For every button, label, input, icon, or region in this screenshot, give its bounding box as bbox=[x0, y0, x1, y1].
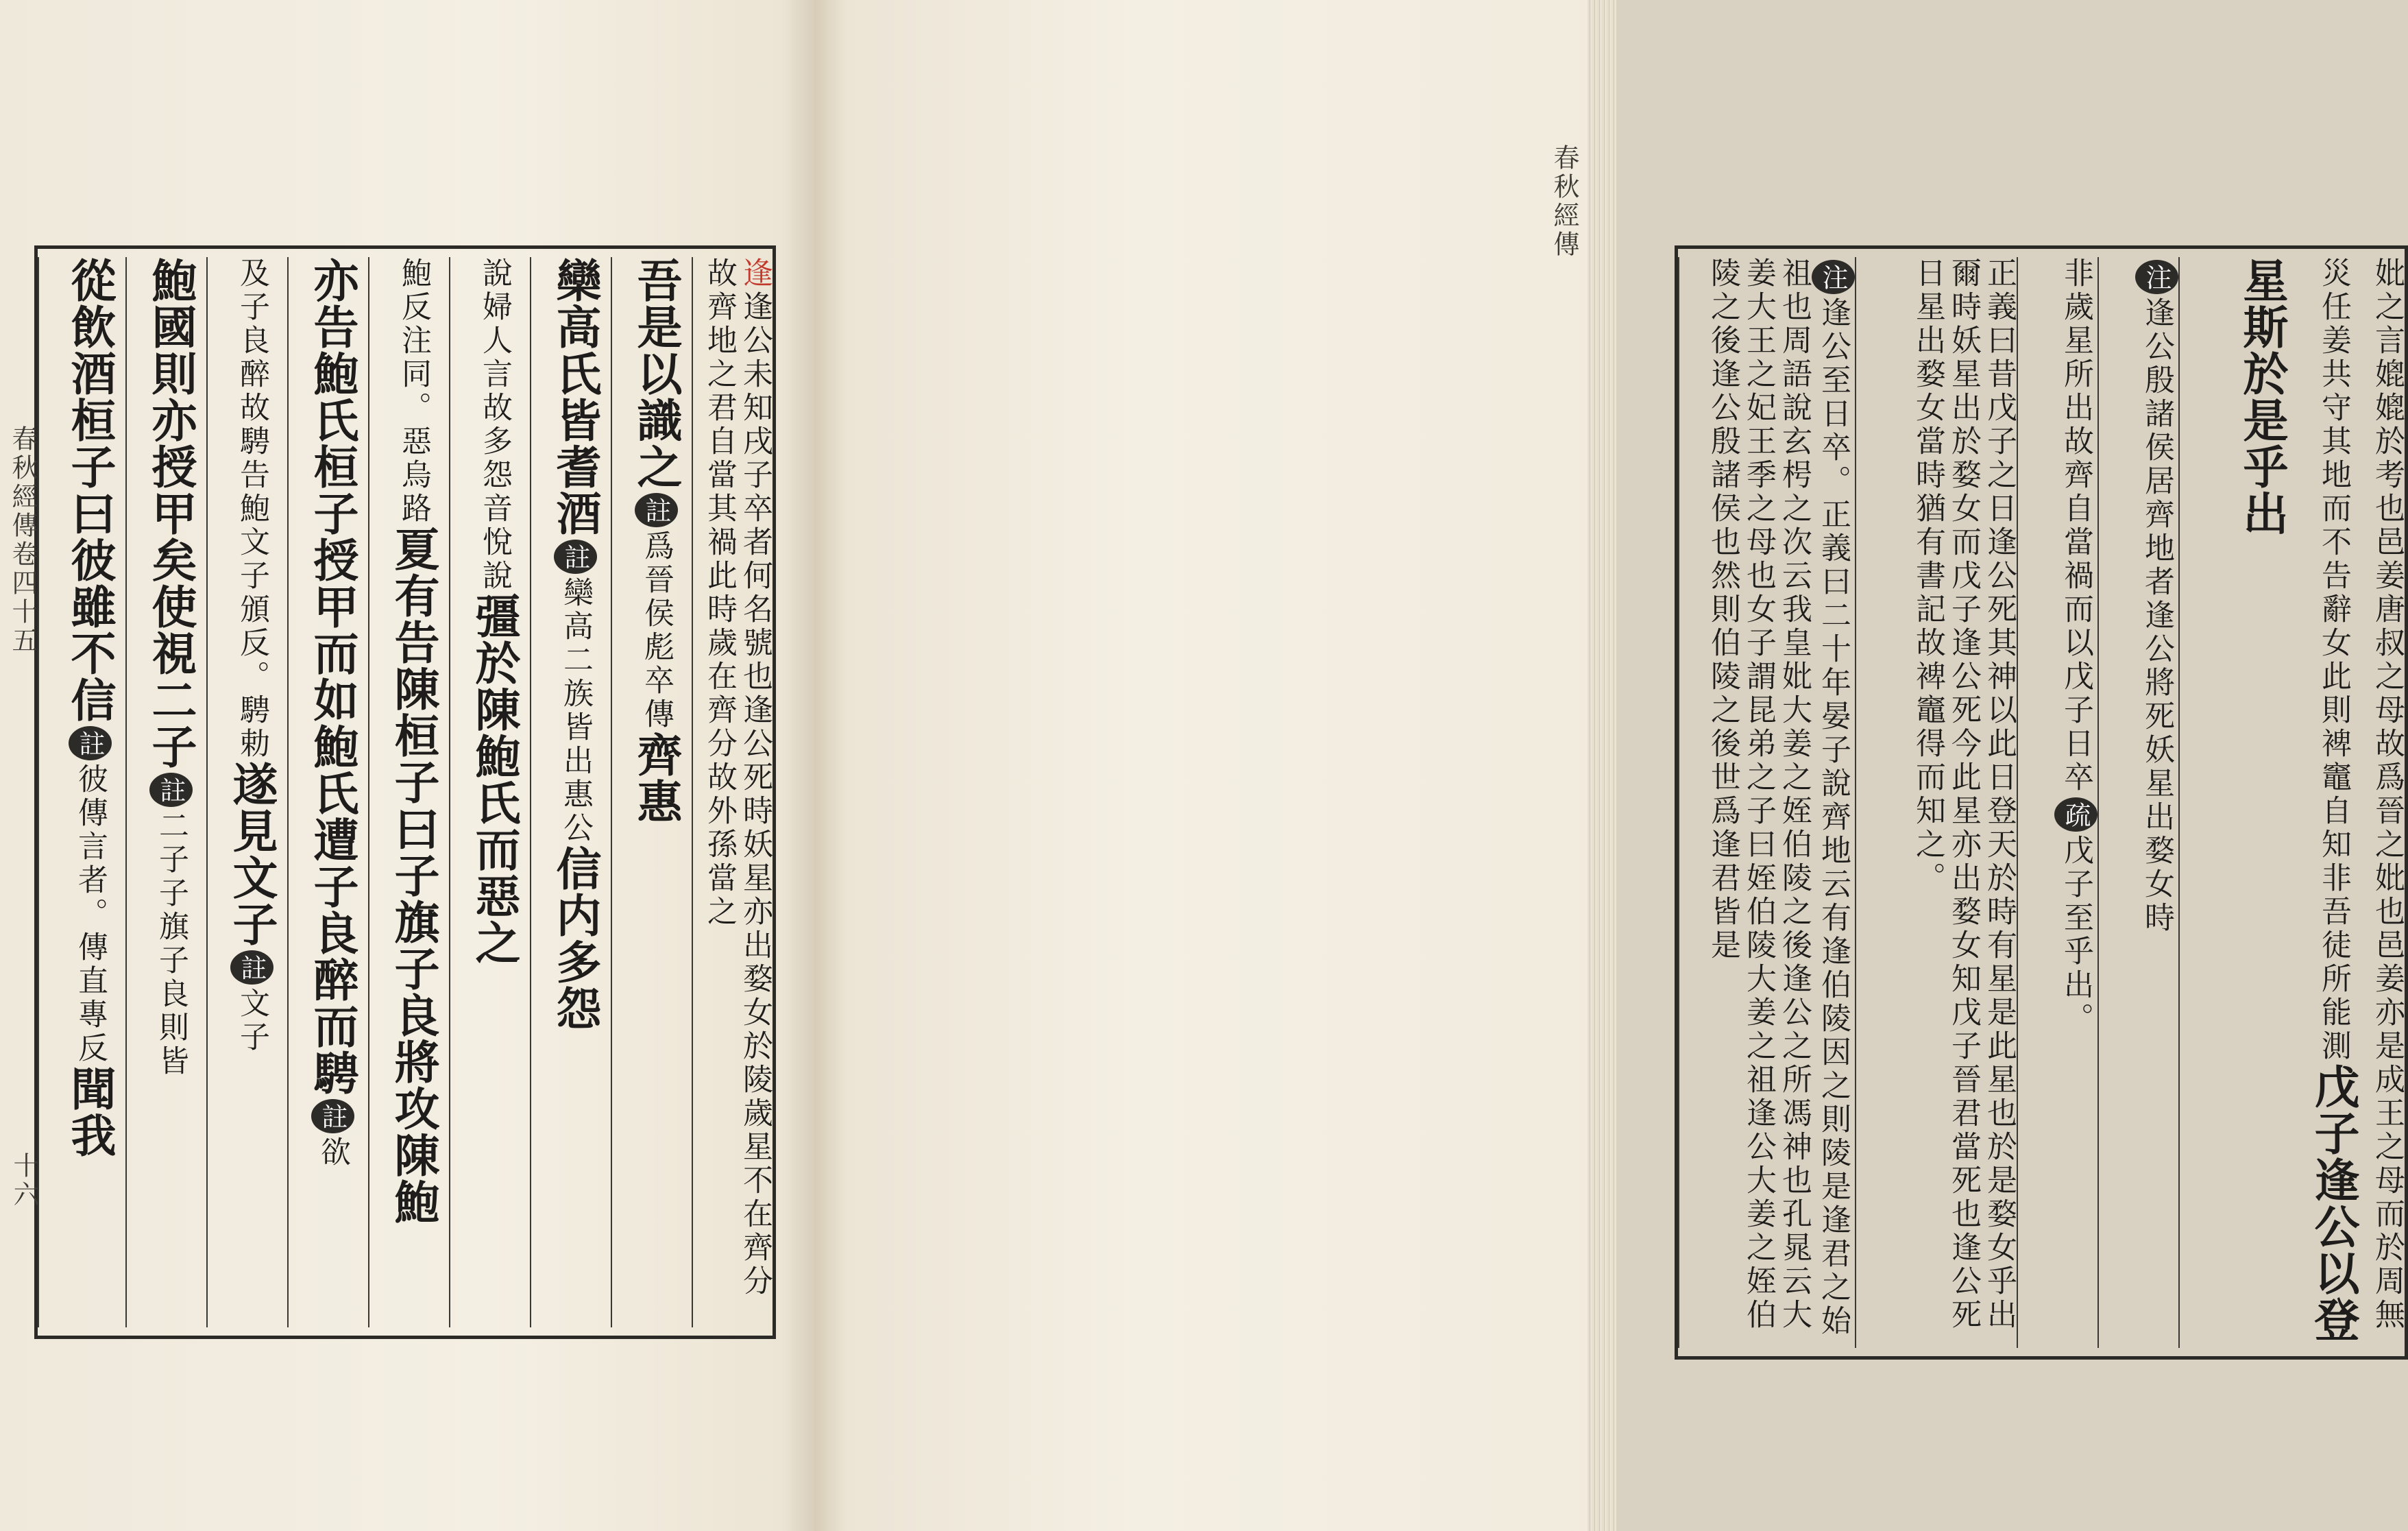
left-col-6-note: 欲 bbox=[315, 1136, 350, 1170]
right-page-frame bbox=[1675, 245, 2408, 1360]
left-col-8-text: 鮑國則亦授甲矣使視二子 bbox=[144, 257, 197, 770]
left-col-8-note: 二子子旗子良則皆 bbox=[154, 810, 188, 1078]
left-col-5-tail: 夏有告陳桓子曰子旗子良將攻陳鮑 bbox=[387, 526, 440, 1225]
left-col-1 bbox=[692, 257, 773, 1327]
left-page bbox=[0, 0, 814, 1531]
spine-title: 春秋經傳卷四十五 bbox=[8, 425, 38, 655]
left-page-frame bbox=[34, 245, 776, 1339]
leaf-number: 十六 bbox=[9, 1152, 39, 1209]
left-col-2 bbox=[611, 257, 692, 1327]
left-col-7 bbox=[206, 257, 287, 1327]
right-col-1 bbox=[2178, 257, 2405, 1348]
left-col-7-note: 文子 bbox=[234, 987, 269, 1054]
left-col-2-text: 吾是以識之 bbox=[629, 257, 683, 490]
right-page bbox=[814, 0, 2405, 1531]
right-col-5 bbox=[1678, 257, 1855, 1348]
left-col-2-tail: 齊惠 bbox=[629, 732, 683, 825]
left-col-9 bbox=[38, 257, 125, 1327]
right-col-2 bbox=[2097, 257, 2178, 1348]
right-col-4 bbox=[1855, 257, 2017, 1348]
left-col-9-text: 從飲酒桓子曰彼雖不信 bbox=[63, 257, 117, 723]
left-col-5 bbox=[368, 257, 449, 1327]
left-col-6 bbox=[287, 257, 368, 1327]
annotation-marker-icon: 註 bbox=[230, 950, 273, 985]
right-col-3-tail: 戊子至乎出。 bbox=[2058, 834, 2093, 1036]
right-col-4-text: 正義曰昔戊子之日逢公死其神以此日登天於時有星是此星也於是婺女乎出爾時妖星出於婺女而戊子逢公死今此星亦出婺女知戊子晉君當死也逢公死日星出婺女當時猶有書記故裨竈得而知之。 bbox=[1910, 257, 2017, 1332]
right-col-1-tail: 戊子逢公以登星斯於是乎出 bbox=[2235, 257, 2360, 1343]
annotation-marker-icon: 註 bbox=[149, 773, 193, 807]
left-col-4-tail: 彊於陳鮑氏而惡之 bbox=[467, 593, 521, 966]
right-col-2-text: 逢公殷諸侯居齊地者逢公將死妖星出婺女時 bbox=[2139, 297, 2174, 935]
annotation-marker-icon: 註 bbox=[554, 540, 597, 574]
left-col-7-text: 及子良醉故騁告鮑文子頒反。騁勅 bbox=[234, 257, 269, 761]
left-col-7-tail: 遂見文子 bbox=[225, 761, 278, 948]
right-col-5-text: 逢公至日卒。正義曰二十年晏子說齊地云有逢伯陵因之則陵是逢君之始祖也周語說玄枵之次云我皇妣大姜之姪伯陵之後逢公之所馮神也孔晁云大姜大王之妃王季之母也女子謂昆弟之子曰姪伯陵大姜之祖逢公大姜之姪伯陵之後逢公殷諸侯也然則伯陵之後世爲逢君皆是 bbox=[1705, 257, 1851, 1338]
left-col-4 bbox=[449, 257, 530, 1327]
page-edges bbox=[1588, 0, 1616, 1531]
right-col-3-text: 非歲星所出故齊自當禍而以戊子日卒 bbox=[2058, 257, 2093, 795]
left-col-6-text: 亦告鮑氏桓子授甲而如鮑氏遭子良醉而騁 bbox=[306, 257, 359, 1096]
left-col-3 bbox=[530, 257, 611, 1327]
left-col-3-tail: 信内多怨 bbox=[548, 845, 602, 1032]
left-col-3-text: 欒高氏皆耆酒 bbox=[548, 257, 602, 537]
left-col-4-text: 說婦人言故多怨音悅說 bbox=[477, 257, 512, 593]
annotation-marker-icon: 注 bbox=[2135, 260, 2178, 294]
left-col-1-text: 逢公未知戌子卒者何名號也逢公死時妖星亦出婺女於陵歲星不在齊分故齊地之君自當其禍此時歲在齊分故外孫當之 bbox=[702, 257, 773, 1299]
annotation-marker-icon: 註 bbox=[635, 493, 678, 527]
left-col-5-text: 鮑反注同。惡烏路 bbox=[396, 257, 431, 526]
red-seal-mark: 逢 bbox=[738, 257, 773, 291]
left-col-8 bbox=[125, 257, 206, 1327]
left-col-3-note: 欒高二族皆出惠公 bbox=[558, 577, 593, 845]
annotation-marker-icon: 注 bbox=[1812, 260, 1855, 294]
right-col-3 bbox=[2017, 257, 2097, 1348]
left-col-2-note: 爲晉侯彪卒傳 bbox=[639, 530, 674, 732]
annotation-marker-icon: 註 bbox=[311, 1099, 354, 1133]
margin-mark: 春秋經傳 bbox=[1549, 144, 1579, 259]
annotation-marker-icon: 註 bbox=[69, 726, 112, 760]
commentary-marker-icon: 疏 bbox=[2054, 797, 2097, 832]
left-col-9-tail: 聞我 bbox=[63, 1065, 117, 1159]
left-col-9-note: 彼傳言者。傳直專反 bbox=[73, 763, 108, 1065]
right-col-1-text: 妣之言媲媲於考也邑姜唐叔之母故爲晉之妣也邑姜亦是成王之母而於周無災任姜共守其地而不告辭女此則裨竈自知非吾徒所能測 bbox=[2316, 257, 2405, 1332]
